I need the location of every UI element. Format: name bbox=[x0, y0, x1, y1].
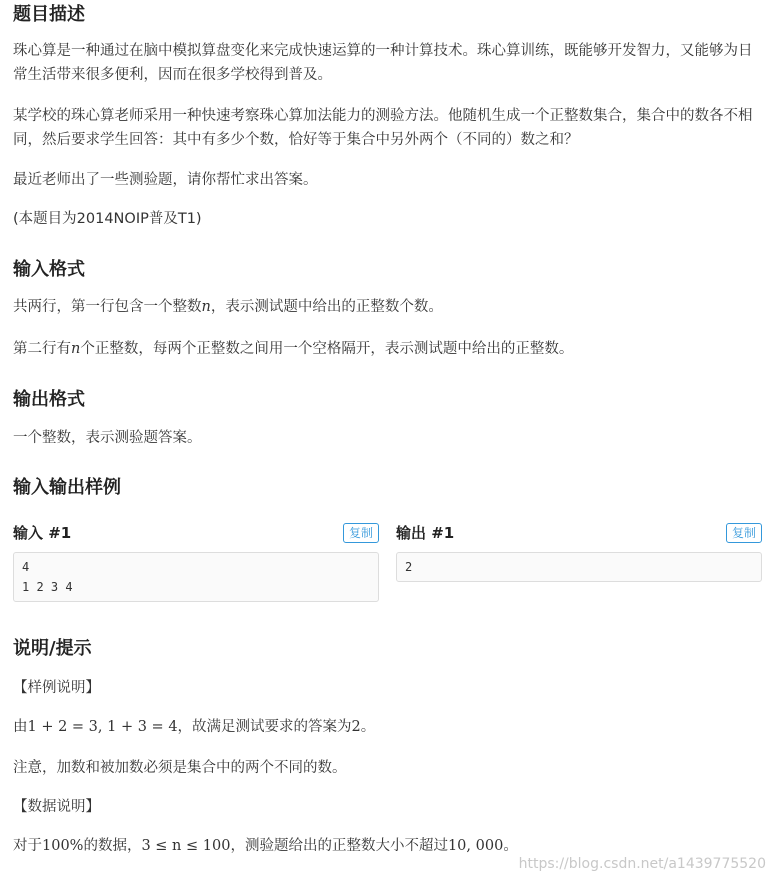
copy-input-button[interactable]: 复制 bbox=[343, 523, 379, 543]
sample-output-panel bbox=[396, 520, 762, 582]
input-format-heading: 输入格式 bbox=[13, 259, 85, 280]
math-number: 10, 000 bbox=[447, 838, 504, 854]
distinct-note: 注意，加数和被加数必须是集合中的两个不同的数。 bbox=[13, 760, 347, 776]
hint-heading: 说明/提示 bbox=[13, 638, 92, 659]
math-expression: 3 ≤ n ≤ 100 bbox=[141, 838, 231, 854]
math-number: 2 bbox=[351, 719, 361, 735]
hint-text: ，测验题给出的正整数大小不超过 bbox=[230, 838, 448, 854]
hint-text: 。 bbox=[503, 838, 518, 854]
output-format-line-1: 一个整数，表示测验题答案。 bbox=[13, 430, 202, 446]
hint-text: 的数据， bbox=[83, 838, 142, 854]
description-heading: 题目描述 bbox=[13, 4, 85, 25]
sample-output-header bbox=[396, 520, 762, 546]
data-note-label: 【数据说明】 bbox=[13, 799, 100, 815]
description-paragraph-1: 珠心算是一种通过在脑中模拟算盘变化来完成快速运算的一种计算技术。珠心算训练，既能够开发智力，又能够为日常生活带来很多便利，因而在很多学校得到普及。 bbox=[13, 43, 753, 83]
math-variable: n bbox=[71, 341, 81, 357]
sample-input-panel bbox=[13, 520, 379, 602]
watermark: https://blog.csdn.net/a1439775520 bbox=[518, 856, 766, 872]
input-format-text: 个正整数，每两个正整数之间用一个空格隔开，表示测试题中给出的正整数。 bbox=[80, 341, 574, 357]
sample-input-code[interactable]: 4 1 2 3 4 bbox=[13, 552, 379, 602]
description-paragraph-4: (本题目为2014NOIP普及T1) bbox=[13, 211, 202, 227]
output-format-heading: 输出格式 bbox=[13, 389, 85, 410]
copy-output-button[interactable]: 复制 bbox=[726, 523, 762, 543]
hint-text: 对于 bbox=[13, 838, 42, 854]
hint-text: 由 bbox=[13, 719, 28, 735]
math-variable: n bbox=[201, 299, 211, 315]
hint-text: 。 bbox=[360, 719, 376, 735]
sample-note-label: 【样例说明】 bbox=[13, 680, 100, 696]
input-format-line-1 bbox=[13, 295, 761, 319]
math-number: 100% bbox=[42, 838, 84, 854]
description-paragraph-2: 某学校的珠心算老师采用一种快速考察珠心算加法能力的测验方法。他随机生成一个正整数集合，集合中的数各不相同，然后要求学生回答：其中有多少个数，恰好等于集合中另外两个（不同的）数之和？ bbox=[13, 108, 753, 148]
input-format-text: ，表示测试题中给出的正整数个数。 bbox=[210, 299, 443, 315]
sample-output-code[interactable]: 2 bbox=[396, 552, 762, 582]
sample-input-title: 输入 #1 bbox=[13, 524, 72, 542]
sample-explanation bbox=[13, 715, 761, 739]
input-format-line-2 bbox=[13, 337, 761, 361]
math-expression: 1 + 2 = 3, 1 + 3 = 4 bbox=[27, 719, 178, 735]
description-paragraph-3: 最近老师出了一些测验题，请你帮忙求出答案。 bbox=[13, 172, 318, 188]
samples-area bbox=[13, 520, 763, 610]
input-format-text: 共两行，第一行包含一个整数 bbox=[13, 299, 202, 315]
sample-input-header bbox=[13, 520, 379, 546]
hint-text: ，故满足测试要求的答案为 bbox=[177, 719, 352, 735]
input-format-text: 第二行有 bbox=[13, 341, 71, 357]
data-range-line bbox=[13, 834, 761, 858]
samples-heading: 输入输出样例 bbox=[13, 477, 121, 498]
sample-output-title: 输出 #1 bbox=[396, 524, 455, 542]
